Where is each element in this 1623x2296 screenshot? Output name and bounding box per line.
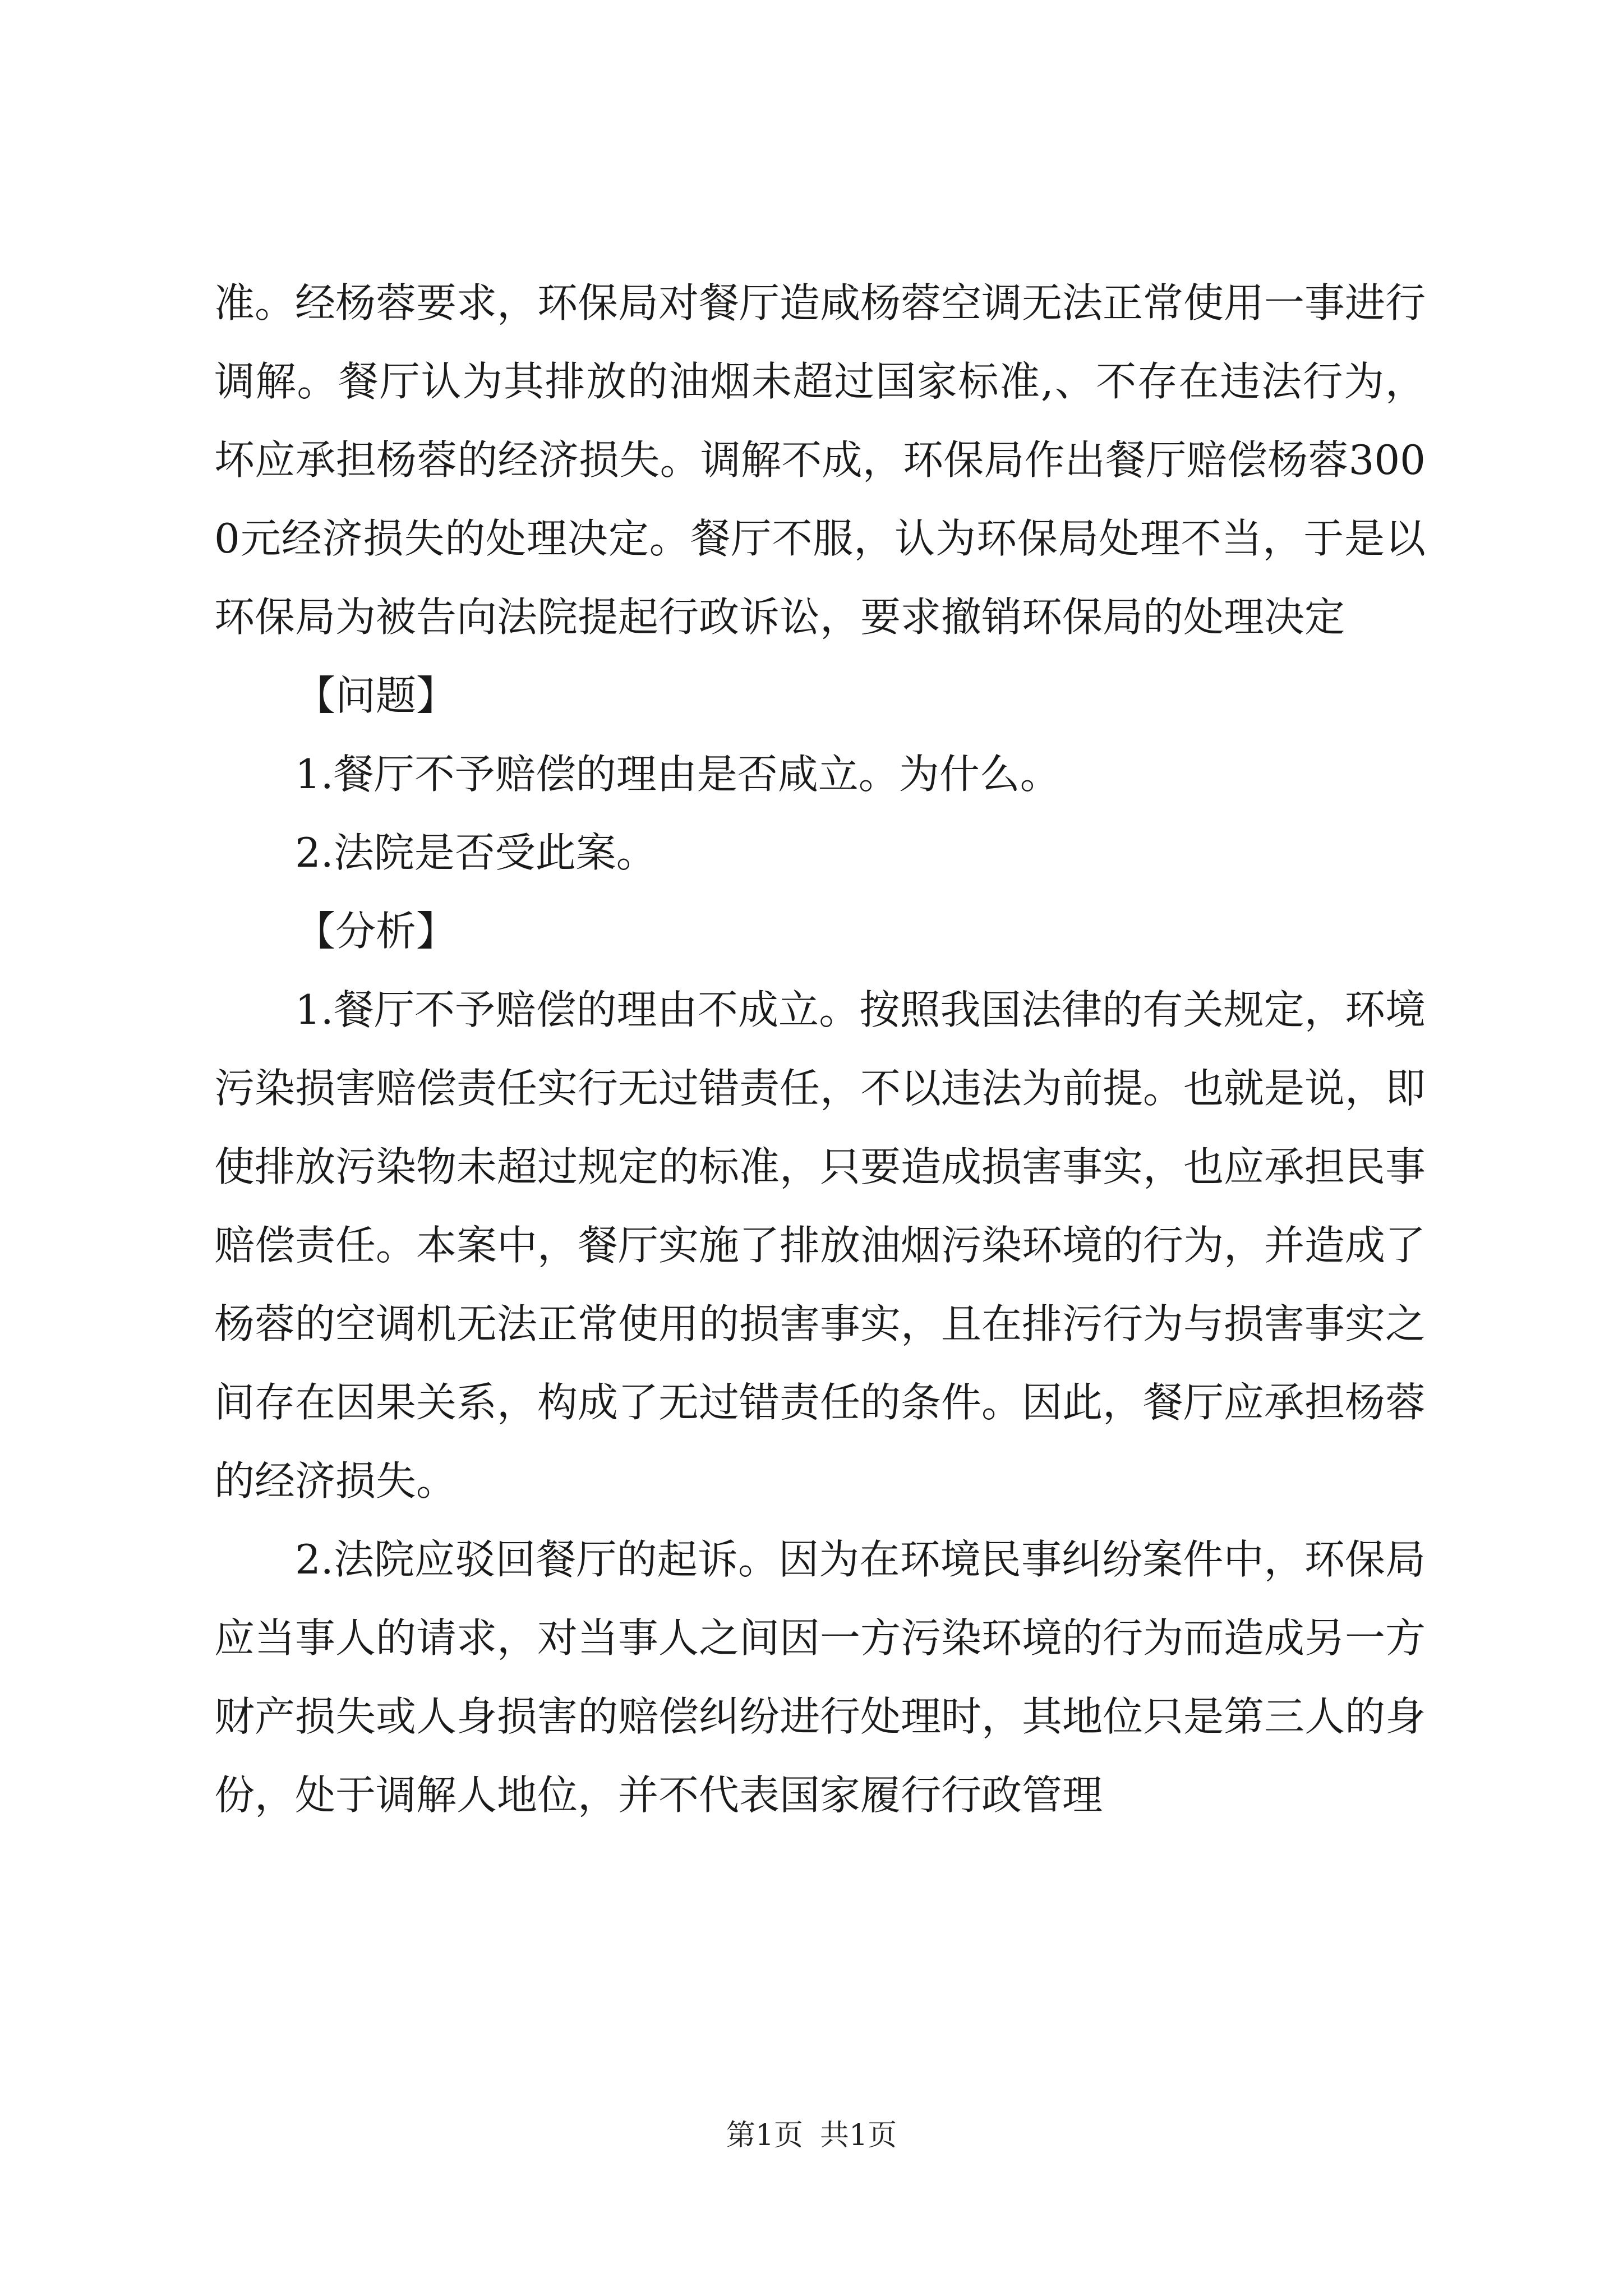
question-2: 2.法院是否受此案。 — [295, 829, 657, 876]
page-total: 共1页 — [820, 2119, 897, 2152]
page-number: 第1页 — [726, 2119, 803, 2152]
paragraph-case-facts: 准。经杨蓉要求，环保局对餐厅造咸杨蓉空调无法正常使用一事进行调解。餐厅认为其排放的油烟未超过国家标准,、不存在违法行为，坏应承担杨蓉的经济损失。调解不成，环保局作出餐厅赔偿杨蓉3000元经济损失的处理决定。餐厅不服，认为环保局处理不当，于是以环保局为被告向法院提起行政诉讼，要求撤销环保局的处理决定 — [214, 279, 1426, 641]
page-footer — [0, 2116, 1623, 2155]
analysis-1: 1.餐厅不予赔偿的理由不成立。按照我国法律的有关规定，环境污染损害赔偿责任实行无过错责任，不以违法为前提。也就是说，即使排放污染物未超过规定的标准，只要造成损害事实，也应承担民事赔偿责任。本案中，餐厅实施了排放油烟污染环境的行为，并造成了杨蓉的空调机无法正常使用的损害事实，且在排污行为与损害事实之间存在因果关系，构成了无过错责任的条件。因此，餐厅应承担杨蓉的经济损失。 — [214, 986, 1426, 1504]
heading-analysis: 【分析】 — [295, 908, 457, 955]
document-body — [214, 264, 1426, 1834]
heading-questions: 【问题】 — [295, 672, 457, 719]
analysis-2: 2.法院应驳回餐厅的起诉。因为在环境民事纠纷案件中，环保局应当事人的请求，对当事人之间因一方污染环境的行为而造成另一方财产损失或人身损害的赔偿纠纷进行处理时，其地位只是第三人的身份，处于调解人地位，并不代表国家履行行政管理 — [214, 1536, 1426, 1819]
question-1: 1.餐厅不予赔偿的理由是否咸立。为什么。 — [295, 751, 1061, 798]
